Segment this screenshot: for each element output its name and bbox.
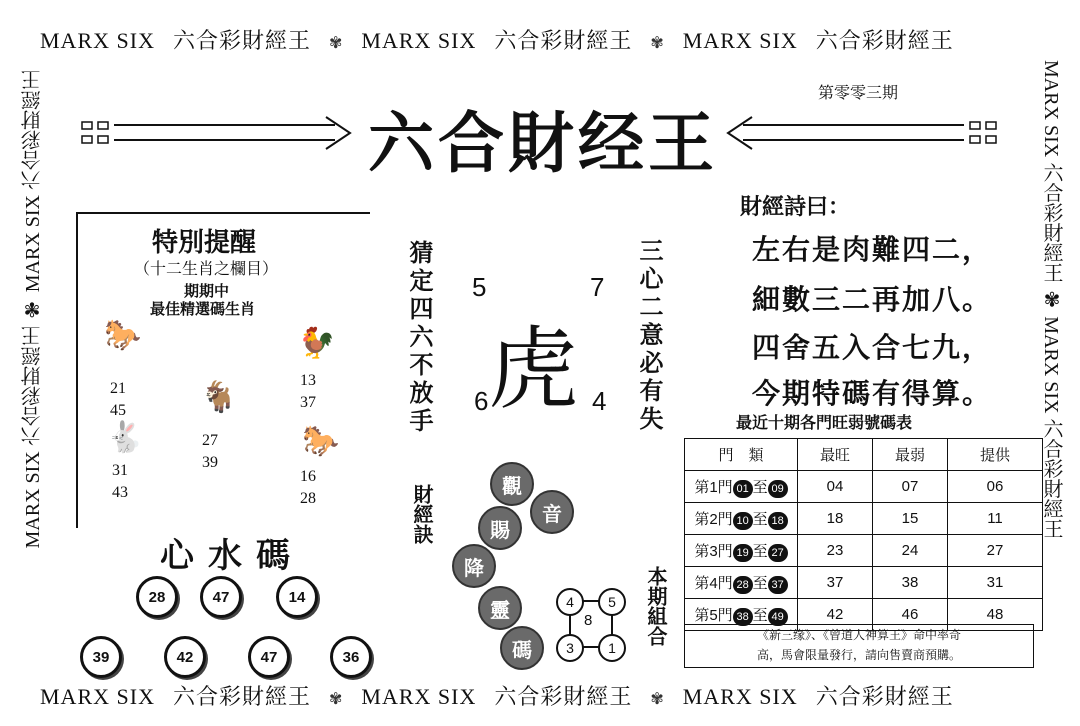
gate-name: 第5門 bbox=[694, 606, 733, 624]
gate-cell bbox=[685, 471, 798, 503]
column-header: 最旺 bbox=[798, 439, 873, 471]
pair-number: 13 bbox=[300, 372, 316, 389]
brand-cn: 六合彩財經王 bbox=[22, 70, 44, 190]
offer-cell: 27 bbox=[948, 535, 1043, 567]
range-sep: 至 bbox=[752, 574, 768, 592]
issue-number: 第零零三期 bbox=[818, 83, 899, 102]
pair-number: 39 bbox=[202, 454, 218, 471]
corner-number: 6 bbox=[474, 386, 489, 416]
max-cell: 42 bbox=[798, 599, 873, 631]
rooster-icon: 🐓 bbox=[298, 326, 336, 361]
gate-name: 第1門 bbox=[694, 478, 733, 496]
bubble-char: 音 bbox=[530, 490, 574, 534]
right-arrow-icon bbox=[80, 116, 352, 150]
gate-name: 第4門 bbox=[694, 574, 733, 592]
brand-en: MARX SIX bbox=[361, 684, 477, 709]
brand-en: MARX SIX bbox=[1040, 316, 1062, 414]
pair-number: 31 bbox=[112, 462, 128, 479]
range-sep: 至 bbox=[752, 510, 768, 528]
gate-cell bbox=[685, 503, 798, 535]
range-start: 10 bbox=[733, 512, 753, 530]
range-end: 27 bbox=[768, 544, 788, 562]
brand-cn: 六合彩財經王 bbox=[815, 684, 954, 709]
ornament-icon: ✾ bbox=[328, 35, 344, 52]
min-cell: 38 bbox=[873, 567, 948, 599]
column-header: 門 類 bbox=[685, 439, 798, 471]
min-cell: 46 bbox=[873, 599, 948, 631]
tiger-character: 虎 bbox=[488, 317, 578, 422]
main-title: 六合財经王 bbox=[368, 105, 718, 182]
pair-number: 45 bbox=[110, 402, 126, 419]
brand-en: MARX SIX bbox=[682, 684, 798, 709]
range-sep: 至 bbox=[752, 542, 768, 560]
bottom-border-banner bbox=[40, 680, 1040, 711]
top-border-banner bbox=[40, 24, 1040, 55]
heart-numbers-title: 心水碼 bbox=[160, 536, 304, 576]
range-end: 37 bbox=[768, 576, 788, 594]
poem-title: 財經詩曰： bbox=[740, 195, 851, 220]
table-header-row bbox=[685, 439, 1043, 471]
bubble-char: 賜 bbox=[478, 506, 522, 550]
horse-icon: 🐎 bbox=[302, 424, 340, 459]
brand-cn: 六合彩財經王 bbox=[1040, 162, 1062, 283]
brand-cn: 六合彩財經王 bbox=[494, 684, 633, 709]
max-cell: 23 bbox=[798, 535, 873, 567]
reminder-line-2: 最佳精選碼生肖 bbox=[150, 300, 256, 318]
number-ball: 42 bbox=[164, 636, 206, 678]
column-header: 提供 bbox=[948, 439, 1043, 471]
pair-number: 27 bbox=[202, 432, 218, 449]
offer-cell: 31 bbox=[948, 567, 1043, 599]
min-cell: 07 bbox=[873, 471, 948, 503]
offer-cell: 06 bbox=[948, 471, 1043, 503]
offer-cell: 48 bbox=[948, 599, 1043, 631]
max-cell: 37 bbox=[798, 567, 873, 599]
zodiac-pair bbox=[202, 430, 218, 474]
combo-center-number: 8 bbox=[584, 612, 593, 629]
ornament-icon: ✾ bbox=[650, 35, 665, 52]
brand-cn: 六合彩財經王 bbox=[172, 28, 311, 53]
brand-en: MARX SIX bbox=[682, 28, 798, 53]
right-verse: 三心二意必有失 bbox=[635, 238, 663, 434]
corner-number: 7 bbox=[590, 272, 605, 302]
zodiac-pair bbox=[300, 466, 316, 510]
column-header: 最弱 bbox=[873, 439, 948, 471]
pair-number: 43 bbox=[112, 484, 128, 501]
combo-ball: 1 bbox=[598, 634, 626, 662]
range-sep: 至 bbox=[752, 478, 768, 496]
bubble-char: 觀 bbox=[490, 462, 534, 506]
min-cell: 24 bbox=[873, 535, 948, 567]
poem-line: 細數三二再加八。 bbox=[752, 283, 993, 316]
max-cell: 04 bbox=[798, 471, 873, 503]
zodiac-pair bbox=[110, 378, 126, 422]
combo-ball: 3 bbox=[556, 634, 584, 662]
pair-number: 28 bbox=[300, 490, 316, 507]
table-row bbox=[685, 503, 1043, 535]
ornament-icon: ✾ bbox=[1040, 287, 1062, 312]
offer-cell: 11 bbox=[948, 503, 1043, 535]
brand-cn: 六合彩財經王 bbox=[815, 28, 954, 53]
brand-cn: 六合彩財經王 bbox=[172, 684, 311, 709]
brand-en: MARX SIX bbox=[40, 684, 155, 709]
table-row bbox=[685, 535, 1043, 567]
note-line: 高，馬會限量發行，請向售賣商預購。 bbox=[756, 648, 961, 662]
range-end: 18 bbox=[768, 512, 788, 530]
pair-number: 16 bbox=[300, 468, 316, 485]
brand-cn: 六合彩財經王 bbox=[494, 28, 633, 53]
zodiac-pair bbox=[300, 370, 316, 414]
ornament-icon: ✾ bbox=[328, 691, 344, 708]
brand-en: MARX SIX bbox=[1040, 60, 1062, 158]
number-ball: 47 bbox=[248, 636, 290, 678]
left-arrow-icon bbox=[726, 116, 998, 150]
footer-note bbox=[684, 624, 1034, 668]
ornament-icon: ✾ bbox=[650, 691, 665, 708]
reminder-line-1: 期期中 bbox=[184, 282, 230, 300]
table-caption: 最近十期各門旺弱號碼表 bbox=[736, 413, 913, 432]
number-ball: 47 bbox=[200, 576, 242, 618]
bubble-char: 碼 bbox=[500, 626, 544, 670]
pair-number: 37 bbox=[300, 394, 316, 411]
goat-icon: 🐐 bbox=[200, 380, 238, 415]
gate-name: 第2門 bbox=[694, 510, 733, 528]
poem-line: 四舍五入合七九， bbox=[752, 331, 993, 364]
left-verse: 猜定四六不放手 bbox=[405, 240, 433, 436]
table-row bbox=[685, 567, 1043, 599]
pair-number: 21 bbox=[110, 380, 126, 397]
brand-en: MARX SIX bbox=[40, 28, 155, 53]
number-ball: 14 bbox=[276, 576, 318, 618]
range-end: 09 bbox=[768, 480, 788, 498]
range-sep: 至 bbox=[752, 606, 768, 624]
brand-cn: 六合彩財經王 bbox=[22, 326, 44, 447]
gate-name: 第3門 bbox=[694, 542, 733, 560]
number-ball: 39 bbox=[80, 636, 122, 678]
range-start: 28 bbox=[733, 576, 753, 594]
range-start: 01 bbox=[733, 480, 753, 498]
brand-cn: 六合彩財經王 bbox=[1040, 418, 1062, 539]
gate-cell bbox=[685, 535, 798, 567]
range-start: 19 bbox=[733, 544, 753, 562]
bubble-char: 降 bbox=[452, 544, 496, 588]
horse-icon: 🐎 bbox=[104, 318, 142, 353]
zodiac-pair bbox=[112, 460, 128, 504]
gate-cell bbox=[685, 567, 798, 599]
reminder-subtitle: （十二生肖之欄目） bbox=[134, 259, 279, 278]
number-ball: 28 bbox=[136, 576, 178, 618]
brand-en: MARX SIX bbox=[361, 28, 477, 53]
left-border-banner bbox=[18, 70, 47, 549]
number-ball: 36 bbox=[330, 636, 372, 678]
combo-label: 本期組合 bbox=[644, 566, 668, 646]
rabbit-icon: 🐇 bbox=[106, 420, 144, 455]
reminder-title: 特別提醒 bbox=[152, 228, 257, 258]
max-cell: 18 bbox=[798, 503, 873, 535]
formula-label: 財經訣 bbox=[410, 484, 434, 544]
table-row bbox=[685, 471, 1043, 503]
range-end: 49 bbox=[768, 608, 788, 626]
bubble-char: 靈 bbox=[478, 586, 522, 630]
combo-ball: 5 bbox=[598, 588, 626, 616]
combo-ball: 4 bbox=[556, 588, 584, 616]
brand-en: MARX SIX bbox=[22, 451, 44, 549]
poem-line: 左右是肉難四二， bbox=[752, 233, 993, 266]
poem-line: 今期特碼有得算。 bbox=[752, 377, 993, 410]
note-line: 《新三缘》、《曾道人神算王》命中率奇 bbox=[756, 628, 961, 642]
corner-number: 5 bbox=[472, 272, 487, 302]
range-start: 38 bbox=[733, 608, 753, 626]
gate-table bbox=[684, 438, 1043, 631]
min-cell: 15 bbox=[873, 503, 948, 535]
ornament-icon: ✾ bbox=[22, 297, 44, 322]
brand-en: MARX SIX bbox=[22, 195, 44, 293]
corner-number: 4 bbox=[592, 386, 607, 416]
